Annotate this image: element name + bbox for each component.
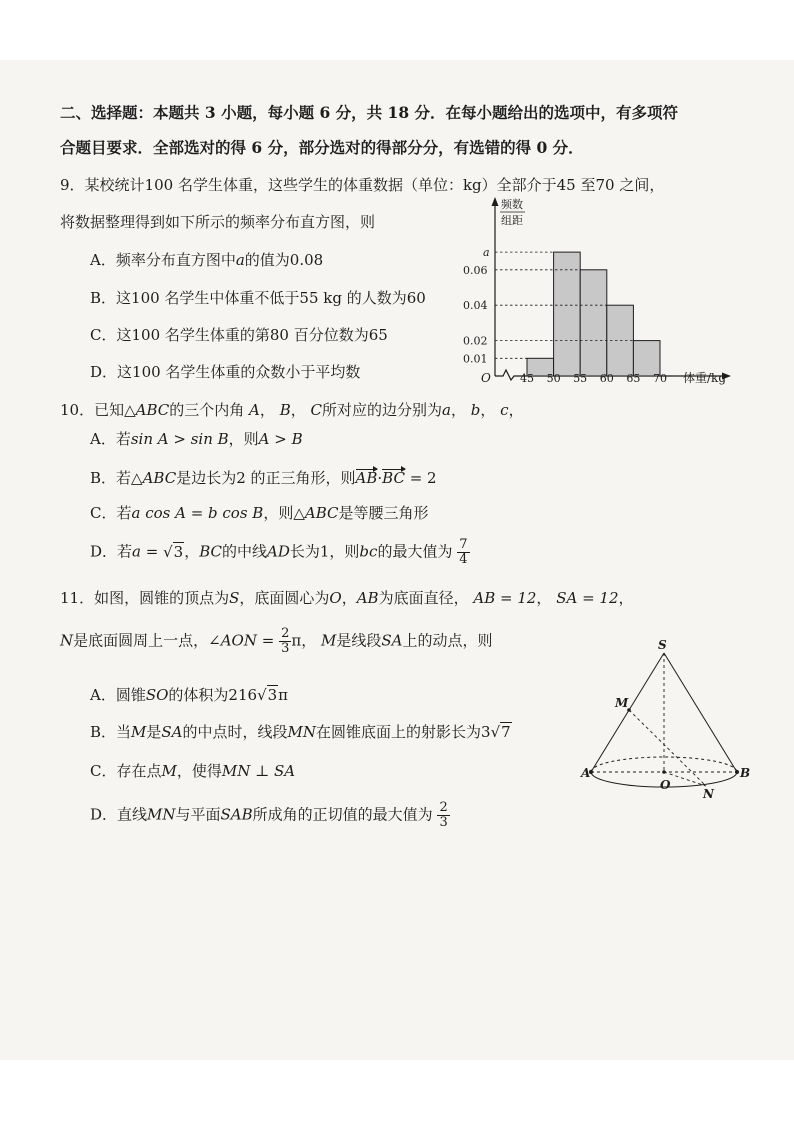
q10-triangle: ABC: [135, 401, 170, 419]
q11-b-post: 在圆锥底面上的射影长为3: [316, 723, 491, 741]
point-o: [662, 770, 666, 774]
q11-eq2: SA = 12: [556, 589, 619, 607]
q11-line2-post: 上的动点，则: [402, 631, 493, 650]
q11-s: S: [229, 589, 240, 607]
q10-comma: ，: [259, 401, 275, 419]
origin-label: O: [481, 371, 491, 385]
q11-stem-pre: 11．如图，圆锥的顶点为: [60, 589, 230, 607]
q11-stem-line1: [60, 587, 634, 608]
q10-stem-post: 所对应的边分别为: [322, 401, 443, 419]
q10-c-pre: C．若: [90, 504, 132, 522]
q10-option-d: [90, 538, 470, 567]
q10-d-fraction: [457, 538, 469, 567]
q10-b-vector-ab: AB: [355, 469, 378, 487]
q10-c-post: 是等腰三角形: [338, 504, 429, 522]
q10-option-c: [90, 502, 429, 523]
x-tick-60: 60: [599, 372, 614, 385]
q11-ab: AB: [356, 589, 379, 607]
q11-angle-num: 2: [281, 626, 290, 641]
q11-d-mid: 与平面: [175, 805, 221, 824]
cone-right-edge: [664, 653, 737, 772]
q11-b-radicand: 7: [501, 723, 511, 741]
q9-option-d: D．这100 名学生体重的众数小于平均数: [90, 363, 361, 381]
q9-option-a: [90, 249, 323, 270]
q10-side-a: a: [442, 401, 451, 419]
q11-stem-line2: [60, 627, 493, 656]
q10-d-mid2: 的中线: [222, 542, 268, 561]
q11-a-pre: A．圆锥: [90, 686, 146, 704]
q11-b-m: M: [131, 723, 147, 741]
x-tick-45: 45: [520, 372, 534, 385]
q10-c-expr: a cos A = b cos B: [131, 504, 264, 522]
q11-b-sa: SA: [161, 723, 183, 741]
q10-d-bc: BC: [199, 542, 222, 561]
q11-a-sqrt: √3: [257, 686, 278, 704]
q11-line2-mid: 是底面圆周上一点，: [73, 631, 209, 650]
q10-d-ad: AD: [267, 542, 290, 561]
x-tick-70: 70: [653, 372, 667, 385]
q11-b-pre: B．当: [90, 723, 132, 741]
q10-b-vector-bc: BC: [382, 469, 405, 487]
q11-a-radicand: 3: [267, 686, 278, 704]
q11-option-a: [90, 684, 288, 705]
q10-d-num: 7: [459, 537, 468, 552]
q11-n: N: [60, 631, 74, 650]
q10-option-b: B．若△ABC是边长为2 的正三角形，则AB·BC = 2: [90, 469, 437, 487]
q11-comma: ，: [618, 589, 634, 607]
q11-b-mn: MN: [287, 723, 317, 741]
cone-figure: [582, 640, 762, 805]
q11-b-sqrt: √7: [490, 723, 511, 741]
q10-side-c: c: [500, 401, 509, 419]
y-tick-0.02: 0.02: [463, 334, 488, 348]
q11-pi: π: [291, 631, 302, 650]
q11-option-c: [90, 760, 295, 781]
q10-stem-mid: 的三个内角: [169, 401, 245, 419]
q10-d-post: 的最大值为: [377, 542, 453, 561]
q10-angle-b: B: [279, 401, 291, 419]
histogram-bar-55-60: [580, 270, 607, 376]
q11-stem-mid1: ，底面圆心为: [239, 589, 330, 607]
q11-line2-mid2: 是线段: [336, 631, 382, 650]
q11-stem-mid3: 为底面直径，: [378, 589, 469, 607]
q11-d-mn: MN: [147, 805, 176, 824]
q11-c-mid: ，使得: [176, 762, 222, 780]
q11-option-d: [90, 801, 450, 830]
q9-stem-line1: 9．某校统计100 名学生体重，这些学生的体重数据（单位：kg）全部介于45 至70 之间，: [60, 176, 665, 194]
q11-m: M: [321, 631, 337, 650]
q9-stem-line2: 将数据整理得到如下所示的频率分布直方图，则: [60, 213, 376, 231]
histogram-bar-50-55: [554, 252, 581, 376]
q11-comma: ，: [536, 589, 552, 607]
q9-option-b: B．这100 名学生中体重不低于55 kg 的人数为60: [90, 289, 426, 307]
q10-comma: ，: [480, 401, 496, 419]
q11-d-fraction: [437, 801, 449, 830]
q11-a-so: SO: [145, 686, 169, 704]
q11-option-b: [90, 721, 512, 742]
segment-mn: [629, 710, 706, 786]
q10-c-mid: ，则△: [263, 504, 305, 522]
label-m: M: [615, 696, 629, 710]
y-tick-0.04: 0.04: [463, 299, 488, 313]
q11-d-post: 所成角的正切值的最大值为: [252, 805, 433, 824]
y-axis-label-num: 频数: [501, 198, 523, 211]
q10-angle-a: A: [249, 401, 260, 419]
label-o: O: [660, 778, 671, 792]
q10-comma: ，: [508, 401, 524, 419]
q11-b-mid2: 的中点时，线段: [182, 723, 288, 741]
q11-angle-den: 3: [281, 641, 290, 656]
q9-a-var: a: [235, 251, 245, 269]
q11-d-sab: SAB: [220, 805, 253, 824]
y-axis-label-den: 组距: [501, 214, 523, 227]
point-b: [735, 770, 739, 774]
x-tick-55: 55: [573, 372, 588, 385]
cone-left-edge: [591, 653, 664, 772]
q10-side-b: b: [470, 401, 481, 419]
q10-d-den: 4: [459, 552, 468, 567]
q10-b-res: = 2: [409, 469, 437, 487]
q10-c-triangle: ABC: [304, 504, 339, 522]
section-header-line2: 合题目要求．全部选对的得 6 分，部分选对的得部分分，有选错的得 0 分．: [60, 138, 584, 157]
q9-a-post: 的值为0.08: [244, 251, 324, 269]
label-a: A: [581, 766, 591, 780]
q10-b-mid: 是边长为2 的正三角形，则: [176, 469, 356, 487]
q9-a-text: A．频率分布直方图中: [90, 251, 236, 269]
q11-stem-mid2: ，: [341, 589, 357, 607]
q10-d-radicand: 3: [173, 542, 184, 561]
q10-b-triangle: ABC: [142, 469, 177, 487]
q10-d-sqrt: √3: [163, 542, 184, 561]
y-tick-0.06: 0.06: [463, 263, 488, 277]
x-axis-label: 体重/kg: [683, 371, 726, 385]
q10-a-mid: ，则: [228, 430, 259, 448]
q10-d-pre: D．若: [90, 542, 133, 561]
y-tick-a: a: [483, 246, 490, 260]
q11-angle: ∠AON =: [208, 631, 275, 650]
x-tick-65: 65: [626, 372, 641, 385]
y-tick-0.01: 0.01: [463, 352, 488, 366]
q11-d-pre: D．直线: [90, 805, 148, 824]
q10-comma: ，: [450, 401, 466, 419]
q10-stem-pre: 10．已知△: [60, 401, 136, 419]
histogram-bar-65-70: [633, 341, 660, 376]
q10-comma: ，: [290, 401, 306, 419]
q10-option-a: [90, 428, 303, 449]
q10-a-res: A > B: [258, 430, 303, 448]
label-s: S: [658, 638, 667, 652]
q10-d-a: a =: [132, 542, 159, 561]
q10-angle-c: C: [310, 401, 322, 419]
q11-b-mid: 是: [146, 723, 162, 741]
q11-d-num: 2: [439, 800, 448, 815]
q10-b-pre: B．若△: [90, 469, 143, 487]
q9-option-c: C．这100 名学生体重的第80 百分位数为65: [90, 326, 388, 344]
x-tick-50: 50: [546, 372, 561, 385]
histogram: [455, 193, 755, 393]
q11-a-pi: π: [278, 686, 289, 704]
q11-angle-fraction: [279, 627, 291, 656]
section-header-line1: 二、选择题：本题共 3 小题，每小题 6 分，共 18 分．在每小题给出的选项中，有多项符: [60, 103, 679, 122]
label-n: N: [703, 787, 714, 801]
q11-d-den: 3: [439, 815, 448, 830]
q11-c-expr: MN ⊥ SA: [221, 762, 296, 780]
label-b: B: [740, 766, 751, 780]
q10-stem: [60, 399, 524, 420]
y-axis-arrow: [492, 197, 499, 206]
q10-a-pre: A．若: [90, 430, 131, 448]
q11-a-mid: 的体积为216: [168, 686, 258, 704]
q11-c-pre: C．存在点: [90, 762, 162, 780]
q10-d-bcv: bc: [359, 542, 378, 561]
q10-d-mid: ，: [184, 542, 200, 561]
q10-a-expr: sin A > sin B: [130, 430, 229, 448]
q11-comma: ，: [301, 631, 317, 650]
q11-c-m: M: [161, 762, 177, 780]
q11-o: O: [329, 589, 342, 607]
q10-d-mid3: 长为1，则: [289, 542, 360, 561]
q11-sa: SA: [381, 631, 403, 650]
q11-eq1: AB = 12: [473, 589, 537, 607]
